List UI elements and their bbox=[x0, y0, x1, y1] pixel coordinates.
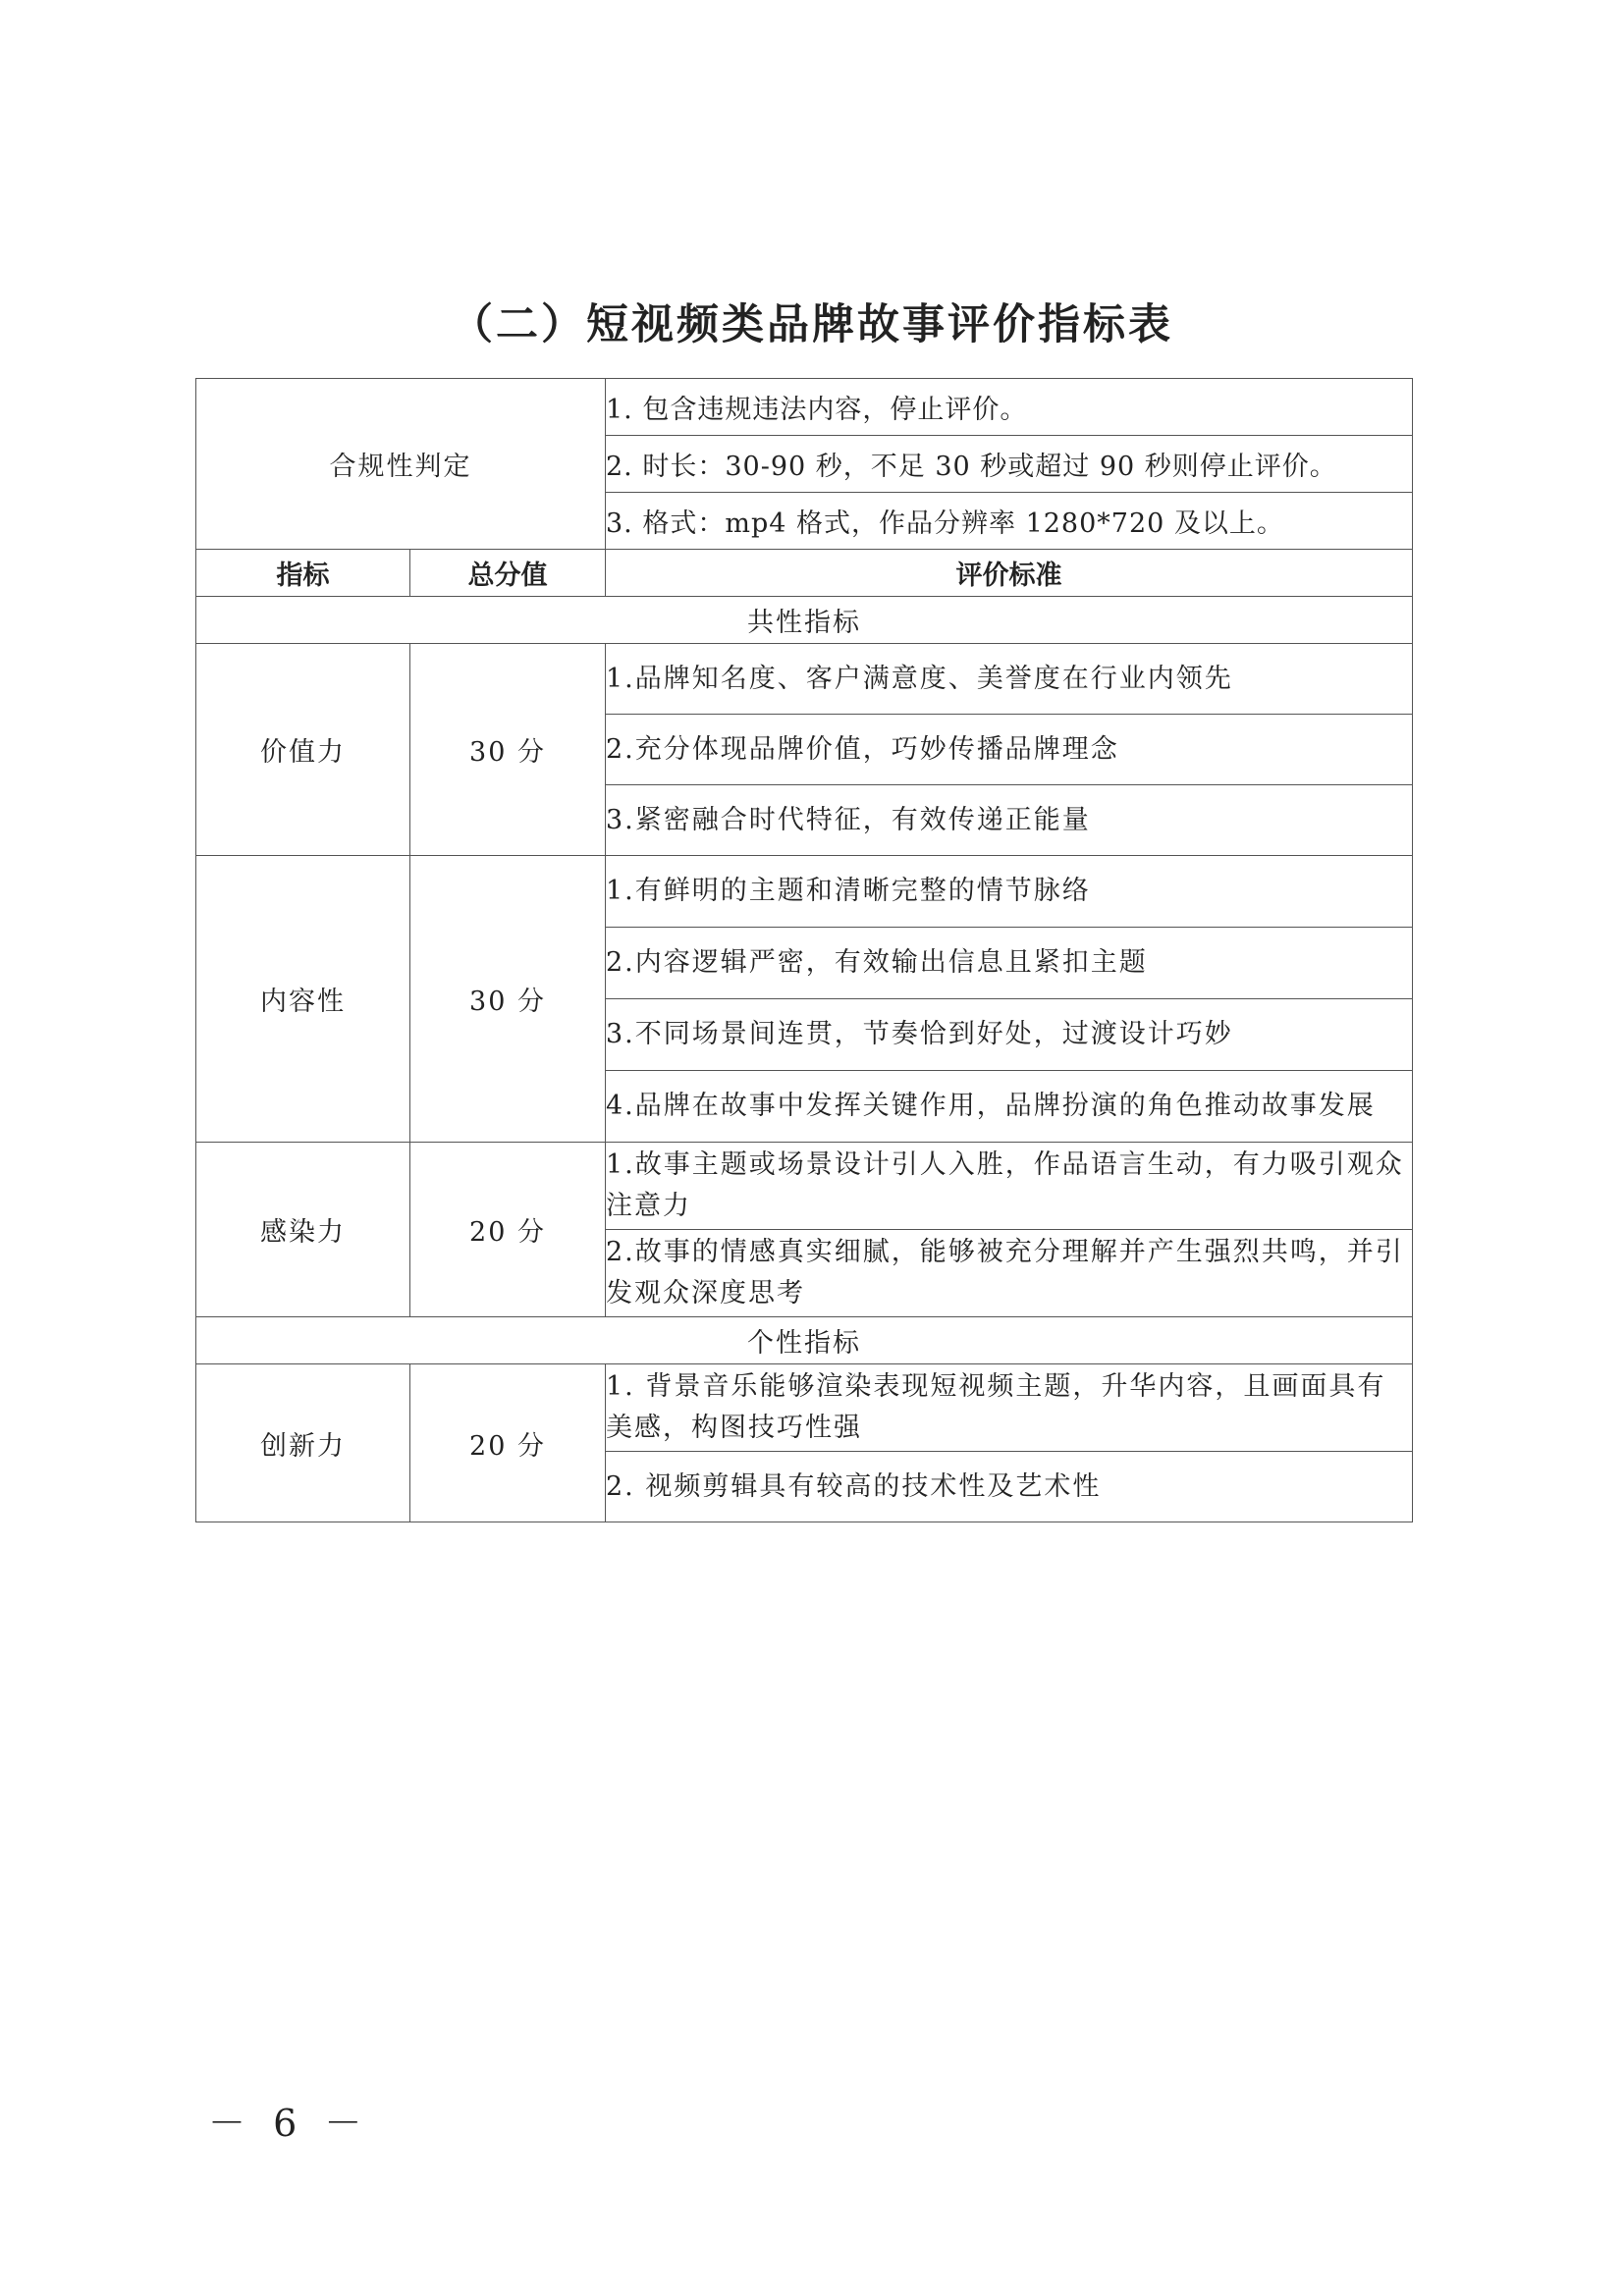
section-common: 共性指标 bbox=[196, 597, 1413, 644]
criteria-item: 1.故事主题或场景设计引人入胜，作品语言生动，有力吸引观众注意力 bbox=[606, 1143, 1413, 1230]
indicator-name: 感染力 bbox=[196, 1143, 410, 1317]
indicator-score: 30 分 bbox=[410, 644, 606, 856]
compliance-label: 合规性判定 bbox=[196, 379, 606, 550]
table-row bbox=[196, 379, 1413, 436]
evaluation-table bbox=[195, 378, 1413, 1522]
page-title: （二）短视频类品牌故事评价指标表 bbox=[451, 300, 1173, 349]
section-row bbox=[196, 1317, 1413, 1364]
criteria-item: 2.内容逻辑严密，有效输出信息且紧扣主题 bbox=[606, 928, 1413, 999]
table-header-row bbox=[196, 550, 1413, 597]
table-row bbox=[196, 1364, 1413, 1452]
criteria-item: 2. 视频剪辑具有较高的技术性及艺术性 bbox=[606, 1452, 1413, 1522]
criteria-item: 1.有鲜明的主题和清晰完整的情节脉络 bbox=[606, 856, 1413, 928]
criteria-item: 1. 背景音乐能够渲染表现短视频主题，升华内容，且画面具有美感，构图技巧性强 bbox=[606, 1364, 1413, 1452]
criteria-item: 2.充分体现品牌价值，巧妙传播品牌理念 bbox=[606, 715, 1413, 785]
indicator-score: 20 分 bbox=[410, 1143, 606, 1317]
criteria-item: 4.品牌在故事中发挥关键作用，品牌扮演的角色推动故事发展 bbox=[606, 1071, 1413, 1143]
section-row bbox=[196, 597, 1413, 644]
indicator-score: 20 分 bbox=[410, 1364, 606, 1522]
table-row bbox=[196, 644, 1413, 715]
compliance-item: 2. 时长：30-90 秒，不足 30 秒或超过 90 秒则停止评价。 bbox=[606, 436, 1413, 493]
table-row bbox=[196, 1143, 1413, 1230]
header-total-score: 总分值 bbox=[410, 550, 606, 597]
criteria-item: 1.品牌知名度、客户满意度、美誉度在行业内领先 bbox=[606, 644, 1413, 715]
compliance-item: 3. 格式：mp4 格式，作品分辨率 1280*720 及以上。 bbox=[606, 493, 1413, 550]
criteria-item: 3.紧密融合时代特征，有效传递正能量 bbox=[606, 785, 1413, 856]
section-individual: 个性指标 bbox=[196, 1317, 1413, 1364]
criteria-item: 2.故事的情感真实细腻，能够被充分理解并产生强烈共鸣，并引发观众深度思考 bbox=[606, 1230, 1413, 1317]
header-indicator: 指标 bbox=[196, 550, 410, 597]
compliance-item: 1. 包含违规违法内容，停止评价。 bbox=[606, 379, 1413, 436]
criteria-item: 3.不同场景间连贯，节奏恰到好处，过渡设计巧妙 bbox=[606, 999, 1413, 1071]
indicator-score: 30 分 bbox=[410, 856, 606, 1143]
indicator-name: 内容性 bbox=[196, 856, 410, 1143]
page-number: － 6 － bbox=[208, 2102, 370, 2145]
table-row bbox=[196, 856, 1413, 928]
header-criteria: 评价标准 bbox=[606, 550, 1413, 597]
indicator-name: 创新力 bbox=[196, 1364, 410, 1522]
indicator-name: 价值力 bbox=[196, 644, 410, 856]
